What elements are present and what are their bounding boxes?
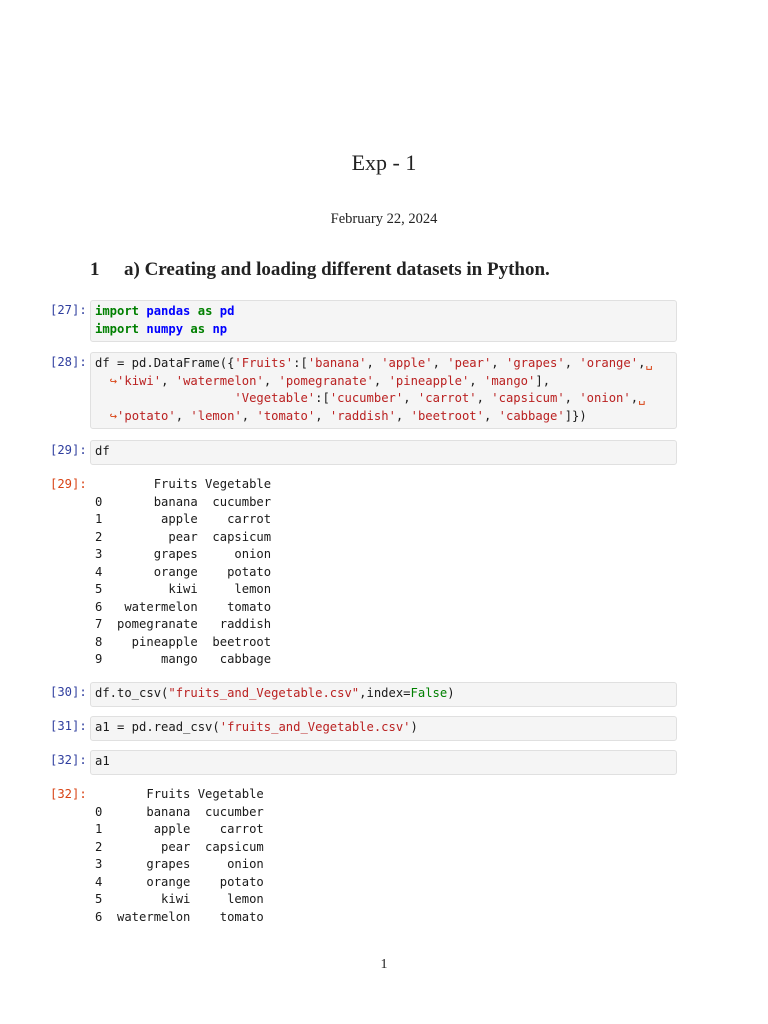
code-line: ↪'potato', 'lemon', 'tomato', 'raddish', 'beetroot', 'cabbage']}) — [109, 408, 587, 423]
code-cell-30[interactable] — [90, 682, 677, 707]
code-line: import pandas as pd — [95, 304, 235, 318]
dataframe-row: 1 apple carrot — [95, 822, 264, 836]
dataframe-row: 3 grapes onion — [95, 547, 272, 561]
input-prompt-32: [32]: — [50, 753, 87, 767]
code-line: a1 = pd.read_csv('fruits_and_Vegetable.csv') — [95, 720, 418, 734]
input-prompt-31: [31]: — [50, 719, 87, 733]
section-heading — [90, 259, 550, 281]
dataframe-row: 3 grapes onion — [95, 857, 264, 871]
dataframe-row: 8 pineapple beetroot — [95, 634, 272, 649]
dataframe-output-29 — [95, 476, 271, 669]
dataframe-output-32 — [95, 786, 264, 926]
document-title: Exp - 1 — [351, 150, 417, 175]
dataframe-row: 2 pear capsicum — [95, 529, 272, 544]
section-number: 1 — [90, 259, 100, 280]
dataframe-row: 6 watermelon tomato — [95, 599, 272, 614]
code-cell-31[interactable] — [90, 716, 677, 741]
dataframe-row: 6 watermelon tomato — [95, 909, 264, 924]
dataframe-row: 1 apple carrot — [95, 512, 272, 526]
code-line: a1 — [95, 754, 110, 768]
dataframe-row: 9 mango cabbage — [95, 652, 272, 666]
code-line: import numpy as np — [95, 321, 228, 336]
code-cell-29[interactable] — [90, 440, 677, 465]
code-line: df.to_csv("fruits_and_Vegetable.csv",index=False) — [95, 686, 455, 700]
dataframe-row: 5 kiwi lemon — [95, 582, 272, 596]
input-prompt-30: [30]: — [50, 685, 87, 699]
code-line: 'Vegetable':['cucumber', 'carrot', 'capsicum', 'onion',␣ — [234, 391, 646, 405]
dataframe-row: 0 banana cucumber — [95, 804, 264, 819]
dataframe-row: 4 orange potato — [95, 564, 272, 579]
input-prompt-28: [28]: — [50, 355, 87, 369]
page-number: 1 — [380, 957, 388, 972]
code-line: df — [95, 444, 110, 458]
dataframe-row: 0 banana cucumber — [95, 494, 272, 509]
dataframe-row: 7 pomegranate raddish — [95, 617, 272, 631]
dataframe-header: Fruits Vegetable — [95, 787, 264, 801]
code-cell-32[interactable] — [90, 750, 677, 775]
code-cell-27[interactable] — [90, 300, 677, 342]
code-cell-28[interactable] — [90, 352, 677, 429]
dataframe-header: Fruits Vegetable — [95, 477, 272, 491]
output-prompt-29: [29]: — [50, 477, 87, 491]
dataframe-row: 2 pear capsicum — [95, 839, 264, 854]
code-line: ↪'kiwi', 'watermelon', 'pomegranate', 'pineapple', 'mango'], — [109, 373, 551, 388]
document-date: February 22, 2024 — [330, 211, 438, 227]
input-prompt-27: [27]: — [50, 303, 87, 317]
dataframe-row: 4 orange potato — [95, 874, 264, 889]
code-line: df = pd.DataFrame({'Fruits':['banana', 'apple', 'pear', 'grapes', 'orange',␣ — [95, 356, 653, 370]
output-prompt-32: [32]: — [50, 787, 87, 801]
dataframe-row: 5 kiwi lemon — [95, 892, 264, 906]
section-title: a) Creating and loading different datasets in Python. — [124, 259, 550, 280]
input-prompt-29: [29]: — [50, 443, 87, 457]
